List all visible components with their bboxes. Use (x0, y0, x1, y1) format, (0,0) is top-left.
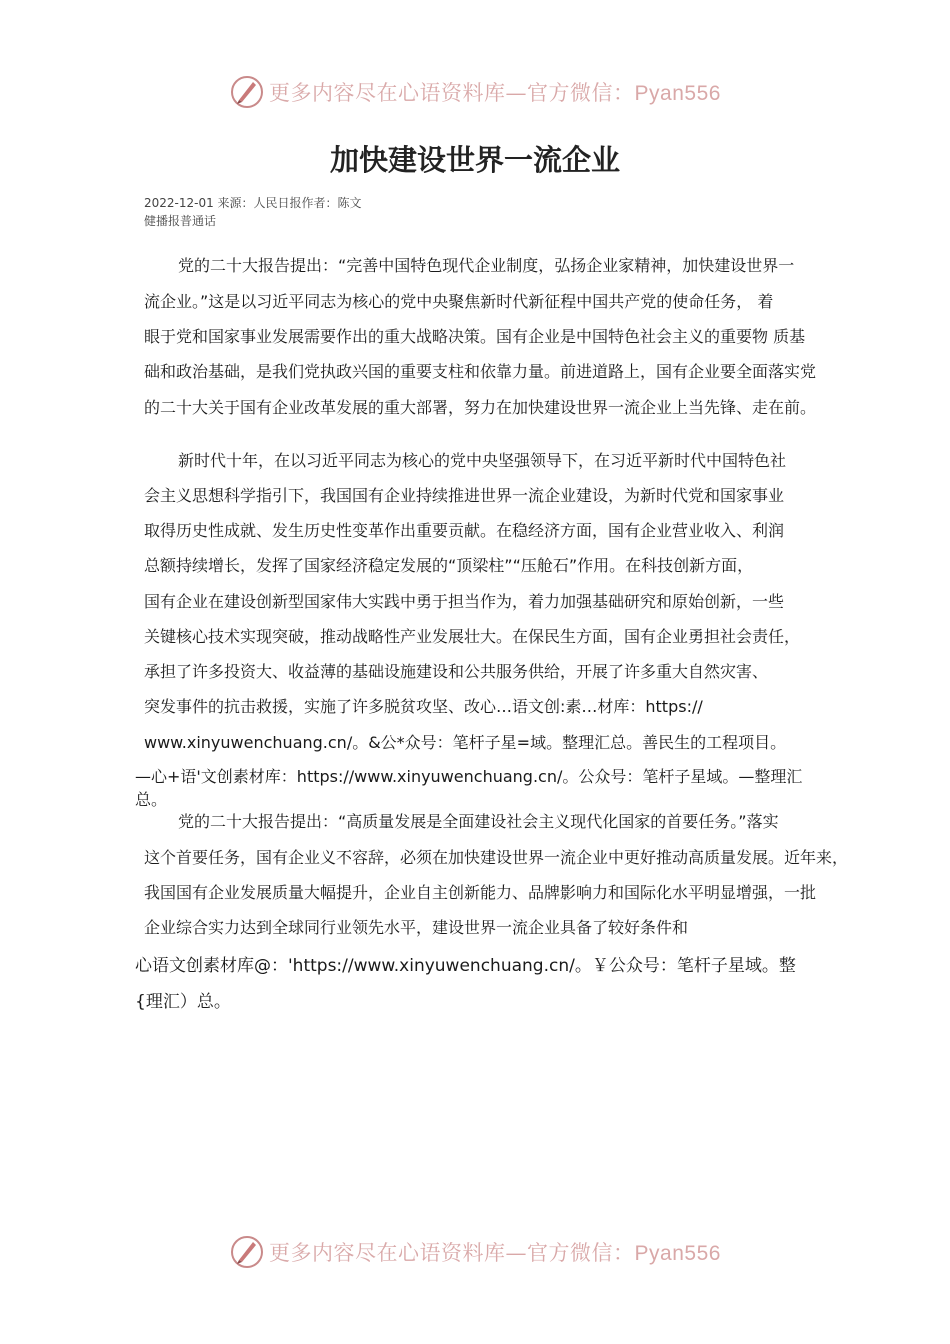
body-line: 总额持续增长，发挥了国家经济稳定发展的“顶梁柱”“压舱石”作用。在科技创新方面， (144, 556, 754, 575)
body-line: 的二十大关于国有企业改革发展的重大部署，努力在加快建设世界一流企业上当先锋、走在前。 (144, 398, 817, 417)
body-line: 企业综合实力达到全球同行业领先水平，建设世界一流企业具备了较好条件和 (144, 918, 689, 937)
body-line: 国有企业在建设创新型国家伟大实践中勇于担当作为，着力加强基础研究和原始创新，一些 (144, 592, 785, 611)
footer-banner (0, 1232, 950, 1272)
banner-account: Pyan556 (634, 1242, 721, 1265)
pen-logo-icon (229, 1234, 265, 1270)
banner-account: Pyan556 (634, 82, 721, 105)
body-line: 会主义思想科学指引下，我国国有企业持续推进世界一流企业建设，为新时代党和国家事业 (144, 486, 785, 505)
article-title: 加快建设世界一流企业 (329, 143, 620, 177)
body-line: 党的二十大报告提出：“完善中国特色现代企业制度，弘扬企业家精神，加快建设世界一 (178, 256, 795, 275)
body-line: {理汇）总。 (135, 992, 231, 1012)
body-line: 这个首要任务，国有企业义不容辞，必须在加快建设世界一流企业中更好推动高质量发展。近年来， (144, 848, 849, 867)
banner-text: 更多内容尽在心语资料库—官方微信： (269, 81, 635, 105)
header-banner (0, 72, 950, 112)
body-line: 眼于党和国家事业发展需要作出的重大战略决策。国有企业是中国特色社会主义的重要物 质基 (144, 327, 806, 346)
article-meta-audio[interactable]: 健播报普通话 (144, 214, 217, 228)
body-line: —心+语'文创素材库：https://www.xinyuwenchuang.cn/。公众号：笔杆子星域。—整理汇 (135, 767, 803, 786)
banner-text: 更多内容尽在心语资料库—官方微信： (269, 1241, 635, 1265)
body-line: 础和政治基础，是我们党执政兴国的重要支柱和依靠力量。前进道路上，国有企业要全面落实党 (144, 362, 817, 381)
body-line: 承担了许多投资大、收益薄的基础设施建设和公共服务供给，开展了许多重大自然灾害、 (144, 662, 769, 681)
body-line: 新时代十年，在以习近平同志为核心的党中央坚强领导下，在习近平新时代中国特色社 (178, 451, 787, 470)
pen-logo-icon (229, 74, 265, 110)
body-line: 总。 (135, 790, 168, 809)
body-line: 心语文创素材库@：'https://www.xinyuwenchuang.cn/。￥公众号：笔杆子星域。整 (135, 956, 796, 976)
article-meta-date-source: 2022-12-01 来源：人民日报作者：陈文 (144, 196, 362, 210)
body-line: 党的二十大报告提出：“高质量发展是全面建设社会主义现代化国家的首要任务。”落实 (178, 812, 779, 831)
body-line: 关键核心技术实现突破，推动战略性产业发展壮大。在保民生方面，国有企业勇担社会责任， (144, 627, 801, 646)
body-line: 取得历史性成就、发生历史性变革作出重要贡献。在稳经济方面，国有企业营业收入、利润 (144, 521, 785, 540)
body-line: www.xinyuwenchuang.cn/。&公*众号：笔杆子星=域。整理汇总。善民生的工程项目。 (144, 733, 787, 752)
body-line: 突发事件的抗击救援，实施了许多脱贫攻坚、改心…语文创:素…材库：https:// (144, 697, 703, 716)
body-line: 流企业。”这是以习近平同志为核心的党中央聚焦新时代新征程中国共产党的使命任务， 着 (144, 292, 774, 311)
body-line: 我国国有企业发展质量大幅提升，企业自主创新能力、品牌影响力和国际化水平明显增强，一批 (144, 883, 817, 902)
